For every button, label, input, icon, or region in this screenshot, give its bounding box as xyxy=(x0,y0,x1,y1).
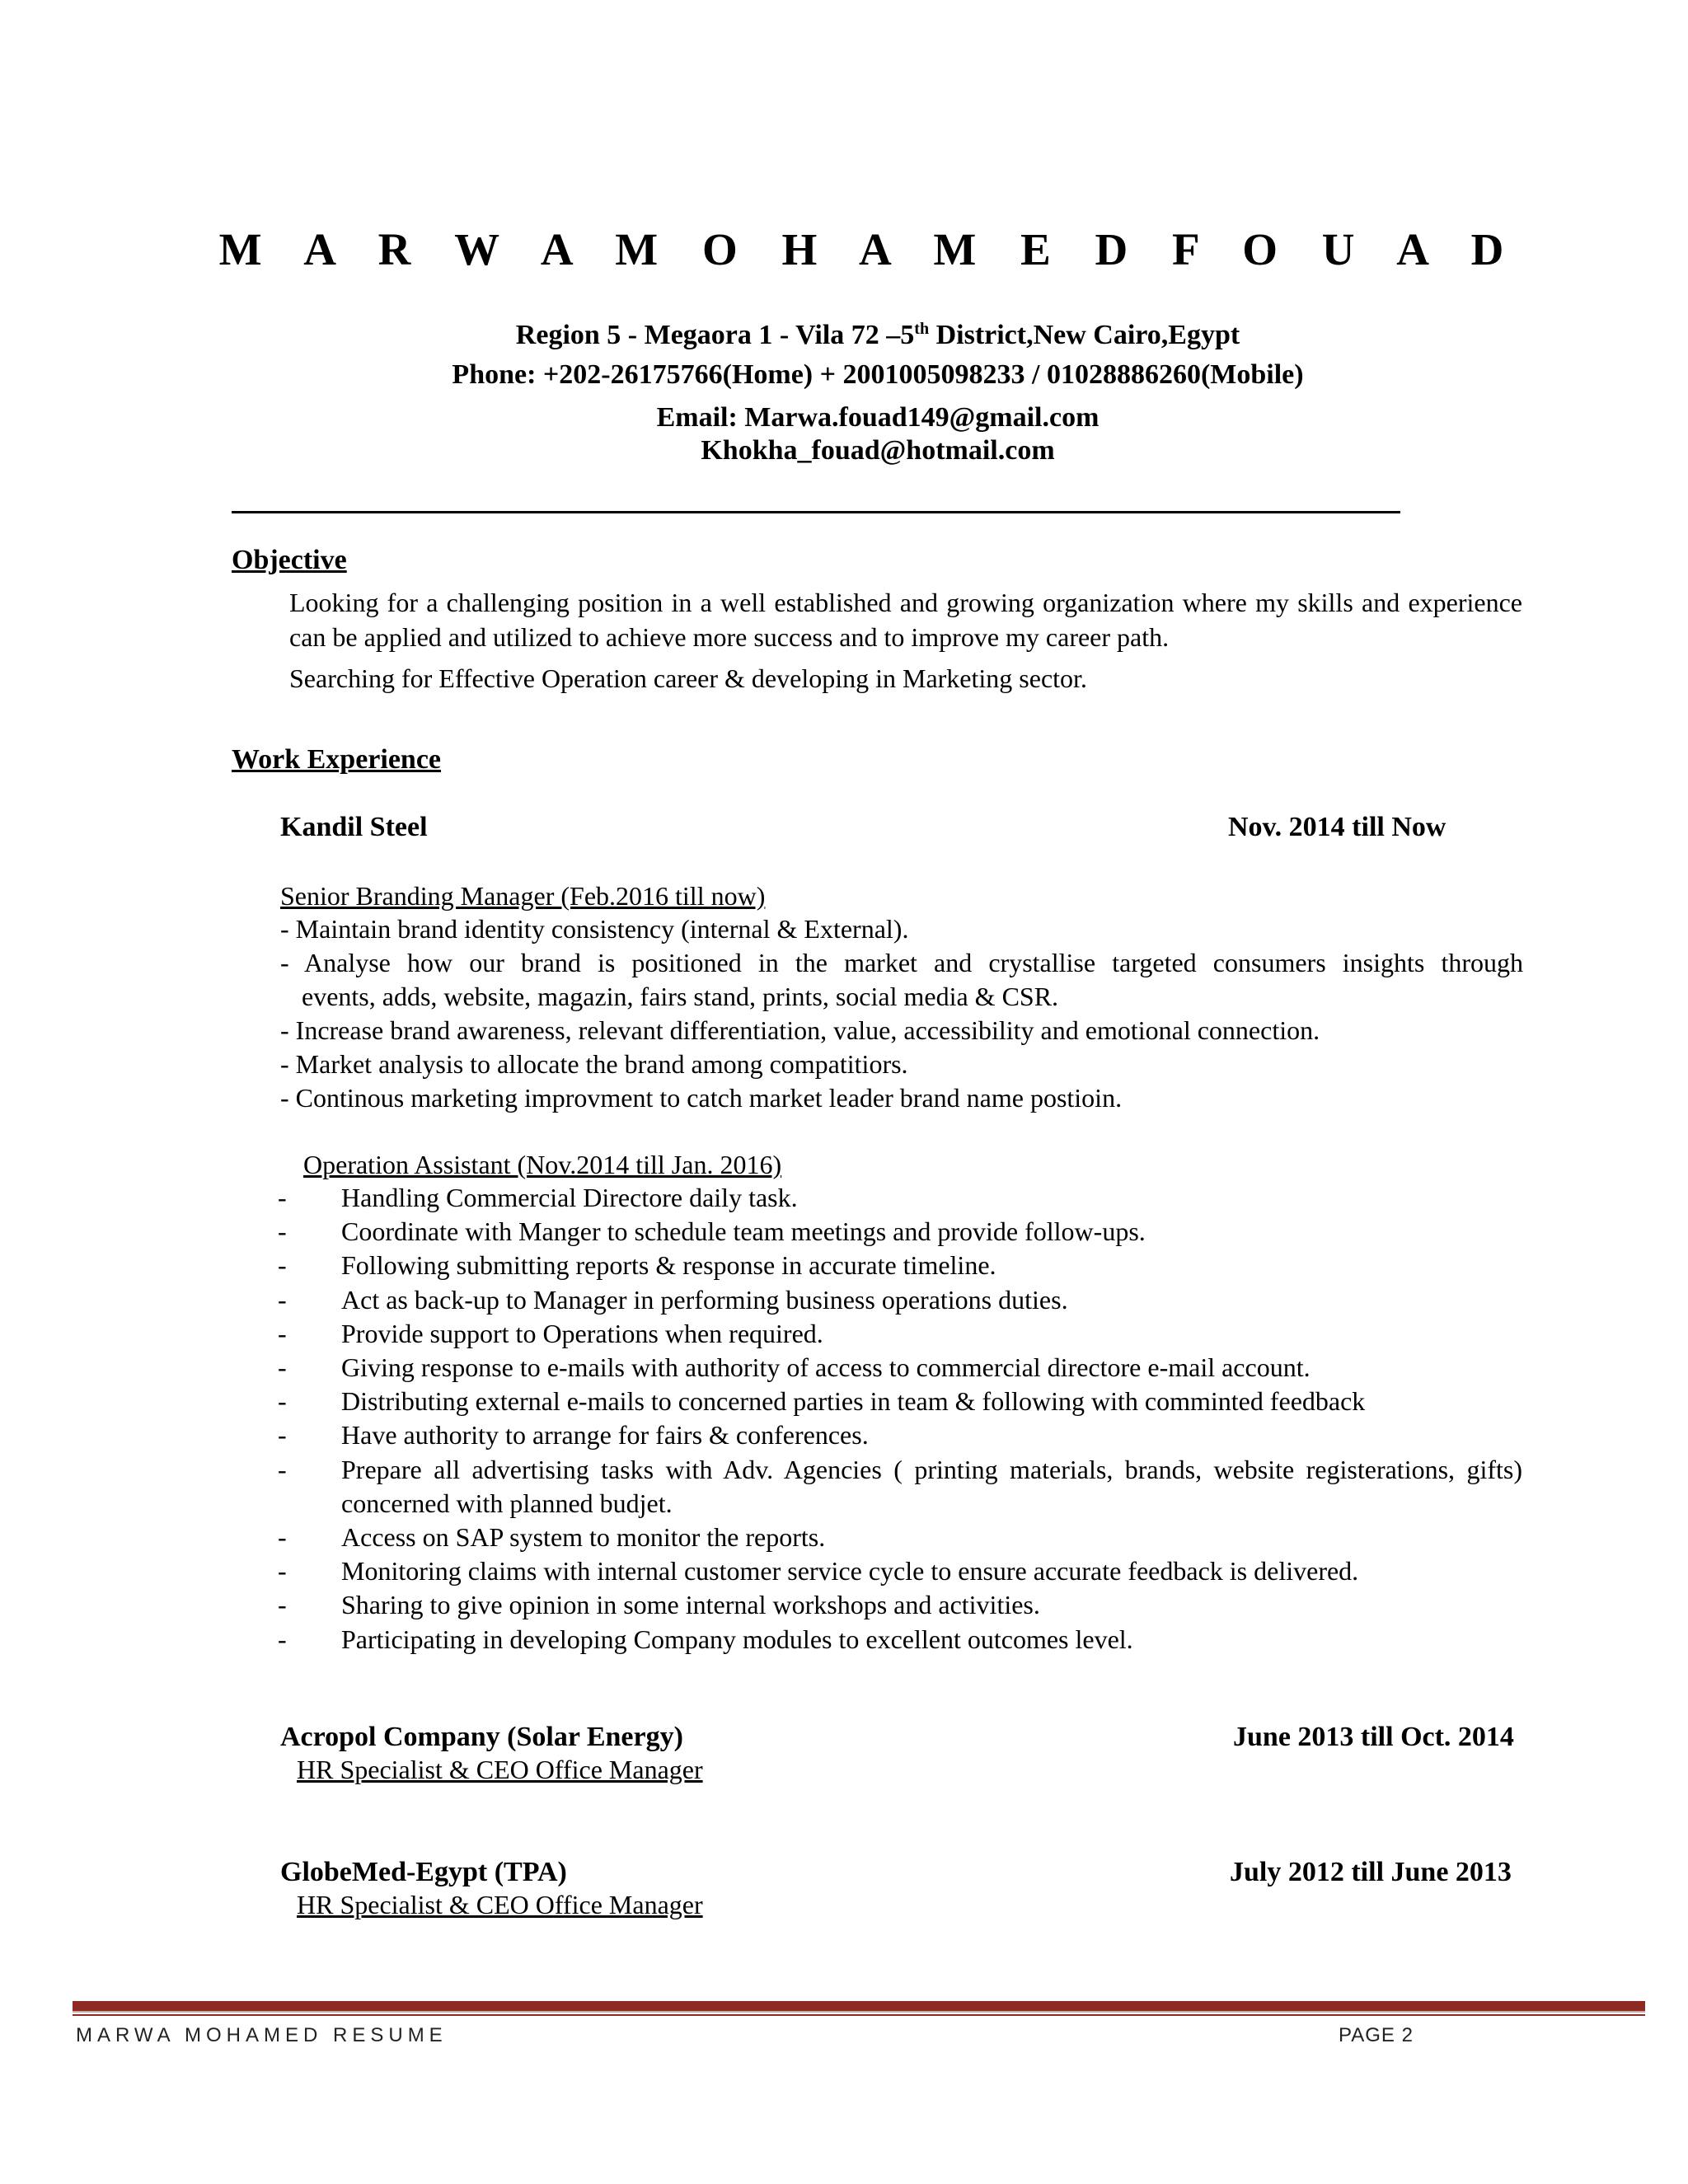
company-dates: June 2013 till Oct. 2014 xyxy=(1233,1722,1514,1752)
role-title: Senior Branding Manager (Feb.2016 till now) xyxy=(280,881,766,911)
role-title: Operation Assistant (Nov.2014 till Jan. 2016) xyxy=(303,1150,782,1179)
role-title: HR Specialist & CEO Office Manager xyxy=(297,1755,703,1784)
duty-line: events, adds, website, magazin, fairs stand, prints, social media & CSR. xyxy=(302,982,1059,1011)
list-item: - Giving response to e-mails with authority of access to commercial directore e-mail account. xyxy=(278,1352,1311,1383)
list-item: - Provide support to Operations when required. xyxy=(278,1318,823,1348)
list-item: - Prepare all advertising tasks with Adv. Agencies ( printing materials, brands, website registerations, gifts) concerned with planned budjet. xyxy=(278,1454,1522,1518)
objective-heading: Objective xyxy=(232,545,347,575)
footer-accent-bar xyxy=(73,2001,1645,2013)
objective-text: Looking for a challenging position in a well established and growing organization where my skills and experience can be applied and utilized to achieve more success and to improve my career path. xyxy=(289,588,1522,652)
list-item: - Coordinate with Manger to schedule team meetings and provide follow-ups. xyxy=(278,1216,1146,1247)
company-dates: July 2012 till June 2013 xyxy=(1230,1857,1512,1887)
footer-accent-line xyxy=(73,2014,1645,2016)
list-item: - Following submitting reports & response in accurate timeline. xyxy=(278,1250,996,1281)
list-item: - Distributing external e-mails to concerned parties in team & following with comminted feedback xyxy=(278,1386,1366,1417)
company-dates: Nov. 2014 till Now xyxy=(1228,812,1447,842)
duty-line: - Maintain brand identity consistency (internal & External). xyxy=(280,914,909,944)
duty-line: - Continous marketing improvment to catch market leader brand name postioin. xyxy=(280,1083,1123,1113)
phone-line: Phone: +202-26175766(Home) + 2001005098233 / 01028886260(Mobile) xyxy=(452,359,1304,390)
address-line: Region 5 - Megaora 1 - Vila 72 –5th District,New Cairo,Egypt xyxy=(515,320,1240,350)
list-item: - Handling Commercial Directore daily task. xyxy=(278,1183,798,1212)
duty-line: - Increase brand awareness, relevant differentiation, value, accessibility and emotional connection. xyxy=(280,1015,1320,1045)
company-name: GlobeMed-Egypt (TPA) xyxy=(280,1857,567,1887)
list-item: - Have authority to arrange for fairs & conferences. xyxy=(278,1420,869,1451)
page-number: PAGE 2 xyxy=(1339,2024,1414,2046)
list-item: - Access on SAP system to monitor the reports. xyxy=(278,1522,826,1553)
header-divider xyxy=(232,511,1400,513)
candidate-name: M A R W A M O H A M E D F O U A D xyxy=(218,224,1521,274)
duty-line: - Market analysis to allocate the brand among compatitiors. xyxy=(280,1049,908,1079)
list-item: - Monitoring claims with internal customer service cycle to ensure accurate feedback is delivered. xyxy=(278,1556,1359,1586)
footer-title: MARWA MOHAMED RESUME xyxy=(76,2024,448,2046)
list-item: - Sharing to give opinion in some internal workshops and activities. xyxy=(278,1590,1040,1620)
company-name: Kandil Steel xyxy=(280,812,428,842)
list-item: - Participating in developing Company modules to excellent outcomes level. xyxy=(278,1624,1133,1654)
objective-text-2: Searching for Effective Operation career & developing in Marketing sector. xyxy=(289,663,1087,693)
list-item: - Act as back-up to Manager in performing business operations duties. xyxy=(278,1284,1068,1315)
work-experience-heading: Work Experience xyxy=(232,744,442,775)
company-name: Acropol Company (Solar Energy) xyxy=(280,1722,683,1752)
role-title: HR Specialist & CEO Office Manager xyxy=(297,1890,703,1919)
email-line: Email: Marwa.fouad149@gmail.com xyxy=(656,402,1100,433)
duty-line: - Analyse how our brand is positioned in the market and crystallise targeted consumers insights through xyxy=(280,948,1523,977)
operation-duties-list xyxy=(278,1181,1522,1657)
email-line-2: Khokha_fouad@hotmail.com xyxy=(701,435,1055,466)
